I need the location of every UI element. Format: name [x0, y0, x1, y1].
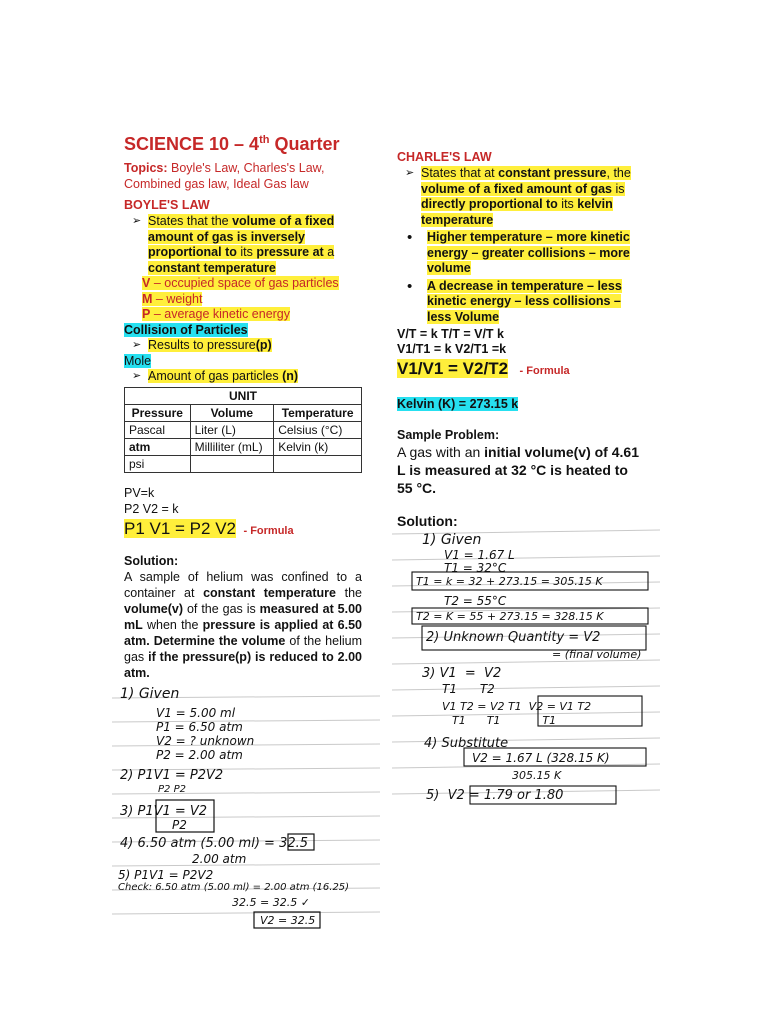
sample-problem: [397, 443, 642, 497]
equation-pv-k: PV=k: [124, 485, 155, 500]
def-v-text: – occupied space of gas particles: [150, 276, 339, 290]
table-header: Volume: [190, 404, 274, 421]
sample-a: A gas with an: [397, 444, 485, 460]
charles-formula-label: - Formula: [519, 365, 570, 377]
collision-item: [124, 338, 362, 354]
table-row: [125, 455, 362, 472]
table-cell: [274, 455, 362, 472]
hw-line: T2 = 55°C: [444, 594, 507, 608]
hw-line: P2 P2: [158, 784, 186, 795]
right-solution-heading: Solution:: [397, 513, 458, 529]
hw-line: T2 = K = 55 + 273.15 = 328.15 K: [416, 610, 604, 623]
hw-line: V1 = 1.67 L: [444, 548, 515, 562]
topics-text: Boyle's Law, Charles's Law, Combined gas law, Ideal Gas law: [124, 161, 325, 191]
hw-unknown: 2) Unknown Quantity = V2: [426, 630, 601, 645]
table-header: Temperature: [274, 404, 362, 421]
collision-item-b: (p): [255, 338, 272, 352]
def-p-sym: P: [142, 307, 151, 321]
mole-heading: [124, 354, 362, 370]
boyle-stmt-c: its: [236, 245, 257, 259]
title-sup: th: [259, 134, 270, 146]
title-tail: Quarter: [269, 134, 340, 154]
charles-a: States that at: [421, 166, 499, 180]
problem-d: volume(v): [124, 601, 184, 616]
left-column: [124, 130, 362, 681]
charles-e: is: [612, 181, 625, 196]
charles-b: constant pressure: [498, 166, 607, 180]
charles-eq1: V/T = k T/T = V/T k: [397, 327, 504, 341]
definition-v: [124, 276, 362, 292]
hw-line: T1 T1 T1: [452, 714, 557, 727]
hw-line: V2 = 1.67 L (328.15 K): [472, 751, 610, 765]
hw-line: T1 = 32°C: [444, 561, 507, 575]
boyle-formula-text: P1 V1 = P2 V2: [124, 518, 236, 538]
problem-g: when the: [142, 617, 203, 632]
charles-formula-text: V1/V1 = V2/T2: [397, 359, 509, 378]
hw-step5: 5) V2 = 1.79 or 1.80: [426, 788, 564, 803]
right-column: [397, 150, 642, 529]
hw-line: 32.5 = 32.5 ✓: [232, 896, 310, 909]
hw-substitute: 4) Substitute: [424, 736, 509, 751]
charles-bullet-text: Higher temperature – more kinetic energy – greater collisions – more volume: [427, 230, 630, 275]
unit-table-title: UNIT: [125, 387, 362, 404]
charles-f: directly proportional to: [421, 197, 558, 211]
table-cell: Liter (L): [190, 421, 274, 438]
definition-p: [124, 307, 362, 323]
mole-item: [124, 369, 362, 385]
mole-item-b: (n): [282, 369, 299, 383]
hw-check: Check: 6.50 atm (5.00 ml) = 2.00 atm (16.25): [118, 882, 350, 893]
left-problem-text: [124, 569, 362, 681]
collision-heading-text: Collision of Particles: [124, 322, 248, 337]
collision-item-a: Results to pressure: [148, 338, 256, 352]
hw-step2: 2) P1V1 = P2V2: [120, 768, 224, 783]
definition-m: [124, 292, 362, 308]
page-title: [124, 130, 362, 154]
sample-b: initial volume(v) of 4.61 L is measured at 32 °C is heated to 55 °C.: [397, 444, 639, 496]
charles-bullet-text: A decrease in temperature – less kinetic energy – less collisions – less Volume: [427, 278, 622, 324]
problem-h: pressure is applied at 6.50 atm. Determine the volume: [124, 617, 362, 648]
boyle-statement: [124, 214, 362, 276]
charles-c: , the: [606, 166, 631, 180]
problem-f: measured at 5.00 mL: [124, 601, 362, 632]
table-row: [125, 438, 362, 455]
hw-step3: 3) P1V1 = V2: [120, 804, 208, 819]
boyle-stmt-d: pressure at: [256, 245, 324, 259]
charles-h: kelvin temperature: [421, 197, 613, 227]
table-cell: Celsius (°C): [274, 421, 362, 438]
hw-line: V2 = 32.5: [260, 914, 316, 927]
charles-bullet: [397, 279, 642, 326]
charles-eq2: V1/T1 = k V2/T1 =k: [397, 342, 507, 356]
right-handwritten-work: [392, 526, 660, 816]
hw-line: P2: [172, 818, 187, 832]
table-cell: atm: [125, 438, 191, 455]
table-cell: Milliliter (mL): [190, 438, 274, 455]
hw-step3: 3) V1 = V2: [422, 666, 502, 681]
hw-line: T1 = k = 32 + 273.15 = 305.15 K: [416, 575, 603, 588]
topics-label: Topics:: [124, 161, 168, 175]
equation-p2v2-k: P2 V2 = k: [124, 501, 179, 516]
unit-table: [124, 387, 362, 473]
problem-i: of the helium gas: [124, 633, 362, 664]
charles-statement: [397, 166, 642, 228]
def-m-text: – weight: [152, 291, 203, 306]
def-m-sym: M: [142, 291, 153, 306]
def-v-sym: V: [142, 276, 151, 290]
title-text: SCIENCE 10 – 4: [124, 134, 260, 154]
hw-line: V2 = ? unknown: [156, 734, 255, 748]
mole-heading-text: Mole: [124, 353, 152, 368]
table-cell: psi: [125, 455, 191, 472]
hw-line: V1 T2 = V2 T1 V2 = V1 T2: [442, 700, 592, 713]
hw-line: V1 = 5.00 ml: [156, 706, 236, 720]
charles-g: its: [557, 197, 578, 211]
left-solution-heading: Solution:: [124, 553, 179, 568]
collision-heading: [124, 323, 362, 339]
boyle-stmt-b: volume of a fixed amount of gas is inversely proportional to: [148, 214, 335, 259]
table-header: Pressure: [125, 404, 191, 421]
hw-given: 1) Given: [120, 686, 180, 702]
hw-step4: 4) 6.50 atm (5.00 ml) = 32.5: [120, 836, 309, 851]
boyle-stmt-a: States that the: [148, 214, 233, 228]
problem-a: A sample of helium was confined to a container at: [124, 569, 362, 600]
boyle-stmt-f: constant temperature: [148, 260, 276, 275]
boyle-heading: BOYLE'S LAW: [124, 198, 210, 212]
charles-bullet: [397, 230, 642, 277]
sample-heading: Sample Problem:: [397, 428, 500, 442]
boyle-formula-label: - Formula: [243, 524, 294, 537]
table-cell: Kelvin (k): [274, 438, 362, 455]
problem-c: the: [336, 585, 362, 600]
problem-j: if the pressure(p) is reduced to 2.00 atm.: [124, 649, 362, 680]
hw-line: 305.15 K: [512, 769, 562, 782]
table-cell: [190, 455, 274, 472]
problem-e: of the gas is: [183, 601, 260, 616]
kelvin-text: Kelvin (K) = 273.15 k: [397, 397, 519, 411]
boyle-formula: [124, 519, 362, 539]
hw-line: = (final volume): [552, 648, 642, 661]
charles-d: volume of a fixed amount of gas: [421, 181, 612, 196]
charles-formula: [397, 359, 642, 379]
boyle-stmt-e: a: [323, 245, 335, 259]
def-p-text: – average kinetic energy: [150, 307, 291, 321]
charles-heading: CHARLE'S LAW: [397, 150, 492, 164]
table-cell: Pascal: [125, 421, 191, 438]
kelvin-line: [397, 397, 642, 411]
hw-line: P1 = 6.50 atm: [156, 720, 243, 734]
hw-step5: 5) P1V1 = P2V2: [118, 868, 214, 882]
table-row: [125, 421, 362, 438]
topics: [124, 160, 362, 192]
hw-given: 1) Given: [422, 532, 482, 548]
hw-line: P2 = 2.00 atm: [156, 748, 243, 762]
hw-line: 2.00 atm: [192, 852, 247, 866]
problem-b: constant temperature: [203, 585, 337, 600]
hw-line: T1 T2: [442, 682, 495, 696]
mole-item-a: Amount of gas particles: [148, 369, 283, 383]
left-handwritten-work: [112, 686, 380, 934]
